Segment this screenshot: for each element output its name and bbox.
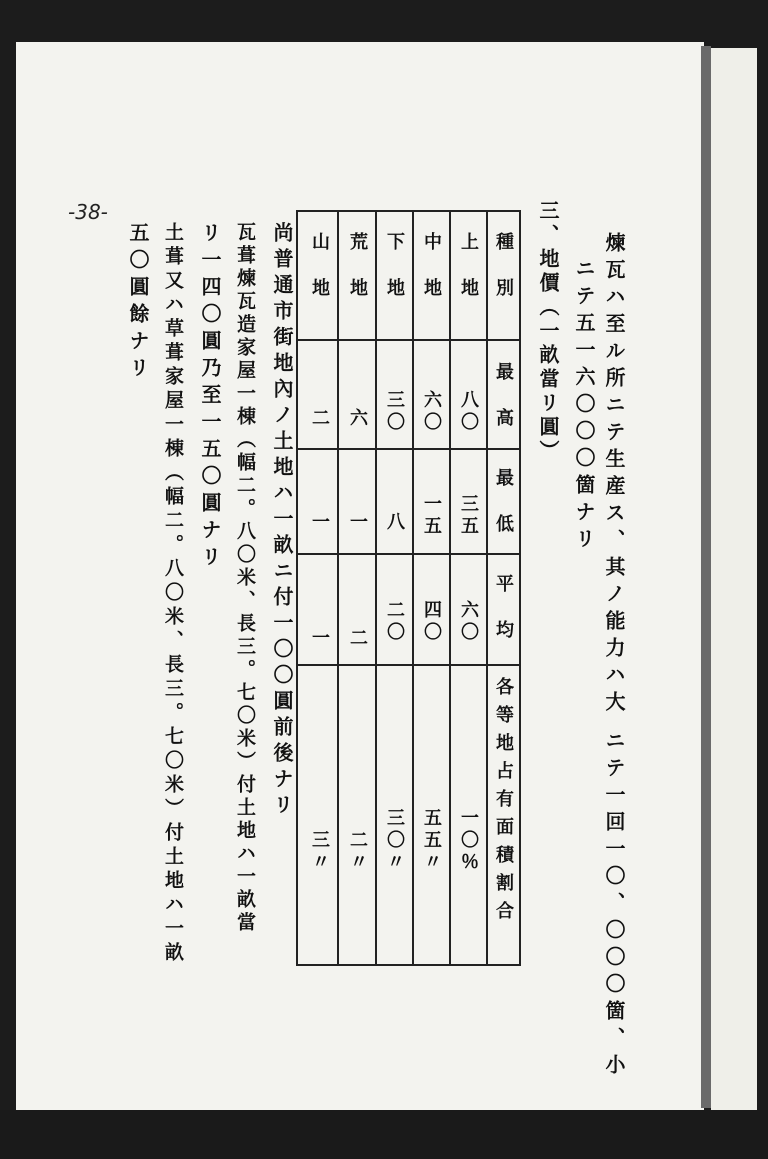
row-max: 八〇	[458, 390, 479, 434]
row-min: 八	[384, 512, 405, 534]
note-line-5: 五〇圓餘ナリ	[126, 222, 150, 384]
row-avg: 四〇	[421, 600, 442, 644]
header-kind: 種別	[493, 232, 514, 324]
note-line-4: 土葺又ハ草葺家屋一棟（幅二。八〇米、長三。七〇米）付土地ハ一畝	[162, 222, 184, 966]
row-ratio: 一〇％	[458, 808, 479, 874]
row-max: 二	[309, 408, 330, 430]
row-min: 三五	[458, 494, 479, 538]
row-ratio: 三〇〃	[384, 808, 405, 874]
row-avg: 二〇	[384, 600, 405, 644]
row-avg: 一	[309, 628, 330, 650]
header-avg: 平均	[493, 574, 514, 666]
row-avg: 六〇	[458, 600, 479, 644]
row-max: 六	[347, 408, 368, 430]
row-max: 六〇	[421, 390, 442, 434]
row-kind: 上地	[458, 232, 479, 324]
page-edge	[701, 46, 711, 1108]
note-line-2: 瓦葺煉瓦造家屋一棟（幅二。八〇米、長三。七〇米）付土地ハ一畝當	[234, 222, 256, 935]
header-max: 最高	[493, 362, 514, 454]
row-max: 三〇	[384, 390, 405, 434]
row-kind: 下地	[384, 232, 405, 324]
row-avg: 二	[347, 628, 368, 650]
row-ratio: 五五〃	[421, 808, 442, 874]
paragraph-line-1-cont: ニテ一回一〇、〇〇〇箇、小	[602, 730, 626, 1081]
row-kind: 中地	[421, 232, 442, 324]
row-min: 一	[309, 512, 330, 534]
header-min: 最低	[493, 468, 514, 560]
row-min: 一五	[421, 494, 442, 538]
row-ratio: 三〃	[309, 830, 330, 874]
adjacent-page	[711, 48, 757, 1110]
note-line-1: 尚普通市街地內ノ土地ハ一畝ニ付一〇〇圓前後ナリ	[270, 222, 294, 820]
page-number: -38-	[68, 200, 108, 224]
paragraph-line-1: 煉瓦ハ至ル所ニテ生産ス、其ノ能力ハ大	[602, 232, 626, 718]
paragraph-line-2: ニテ五一六〇〇〇箇ナリ	[572, 258, 596, 555]
land-price-table	[296, 210, 521, 966]
scan-background	[0, 1110, 768, 1159]
section-heading: 三、地價（一畝當リ圓）	[536, 200, 560, 464]
row-ratio: 二〃	[347, 830, 368, 874]
row-kind: 荒地	[347, 232, 368, 324]
note-line-3: リ一四〇圓乃至一五〇圓ナリ	[198, 222, 222, 573]
row-min: 一	[347, 512, 368, 534]
row-kind: 山地	[309, 232, 330, 324]
header-ratio: 各等地占有面積割合	[493, 677, 514, 929]
